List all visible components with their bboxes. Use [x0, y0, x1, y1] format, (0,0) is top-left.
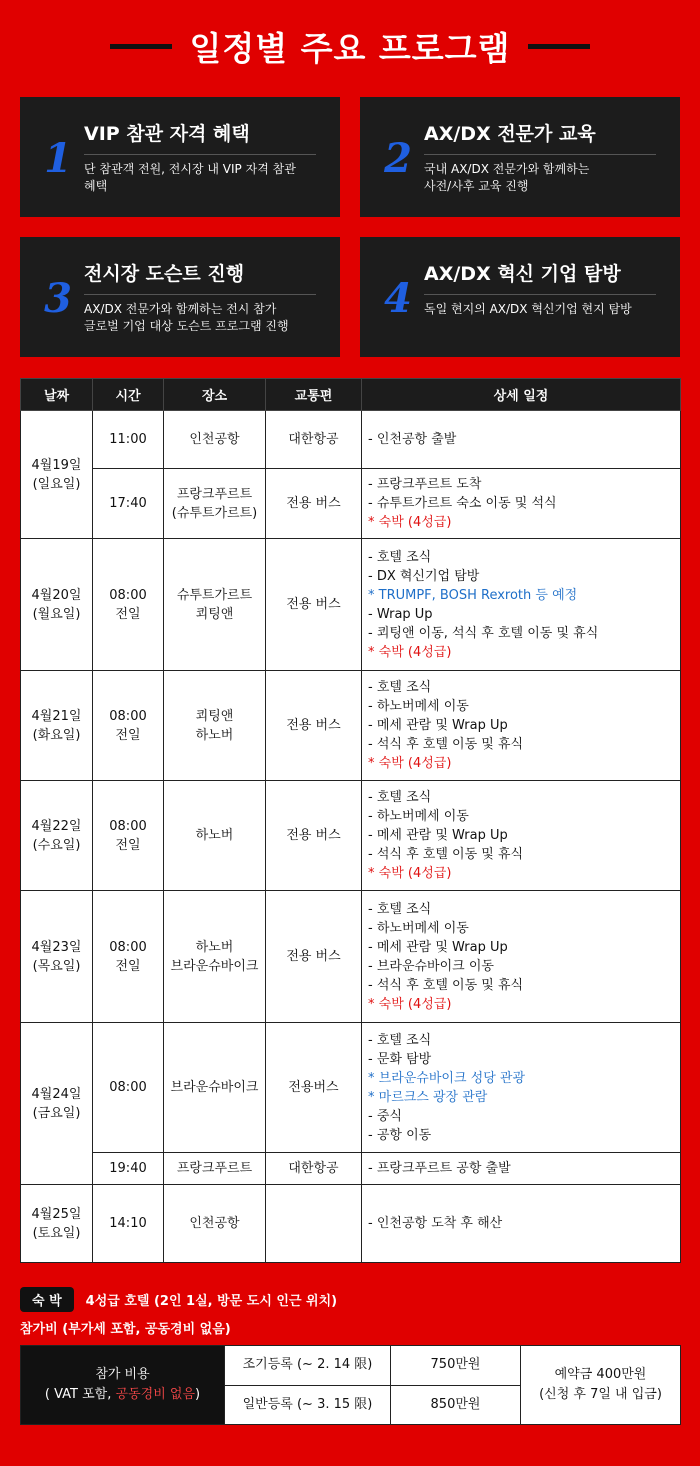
column-header-details: 상세 일정 — [362, 379, 681, 411]
date-cell — [21, 411, 93, 539]
detail-item: - 호텔 조식 — [368, 680, 432, 695]
accommodation-text: 4성급 호텔 (2인 1실, 방문 도시 인근 위치) — [85, 1294, 338, 1309]
column-header-transport: 교통편 — [266, 379, 362, 411]
time-cell — [93, 891, 164, 1023]
schedule-row — [21, 539, 681, 671]
details-cell — [362, 539, 681, 671]
fee-label-prefix: ( VAT 포함, — [44, 1387, 116, 1402]
detail-item: - 호텔 조식 — [368, 1032, 432, 1048]
place-cell — [164, 469, 266, 539]
transport-cell: 전용 버스 — [266, 671, 362, 781]
time-line: 08:00 — [109, 708, 147, 724]
place-line: 브라운슈바이크 — [170, 1080, 259, 1095]
place-line: 쾨팅앤 — [195, 606, 234, 622]
date-line: (토요일) — [32, 1225, 81, 1241]
place-cell — [164, 1023, 266, 1153]
date-line: 4월22일 — [31, 818, 82, 834]
detail-item: - 중식 — [368, 1108, 402, 1124]
time-line: 전일 — [115, 837, 141, 853]
details-cell — [362, 1153, 681, 1185]
time-cell — [93, 1153, 164, 1185]
time-cell — [93, 469, 164, 539]
detail-item: * 숙박 (4성급) — [368, 756, 452, 771]
detail-item: - 하노버메세 이동 — [368, 809, 469, 824]
detail-item: - 브라운슈바이크 이동 — [368, 958, 494, 974]
card-desc-line: 혜택 — [84, 179, 108, 193]
detail-item: - 석식 후 호텔 이동 및 휴식 — [368, 977, 524, 993]
time-cell — [93, 539, 164, 671]
detail-item: * 숙박 (4성급) — [368, 515, 452, 530]
detail-item: - 호텔 조식 — [368, 549, 432, 565]
card-title: 전시장 도슨트 진행 — [84, 259, 316, 295]
detail-item: * 마르크스 광장 관람 — [368, 1089, 488, 1105]
program-card-1 — [20, 97, 340, 217]
place-line: 브라운슈바이크 — [170, 958, 259, 974]
schedule-body — [21, 411, 681, 1263]
column-header-time: 시간 — [93, 379, 164, 411]
early-registration-label: 조기등록 (~ 2. 14 限) — [225, 1346, 391, 1386]
card-desc-line: 단 참관객 전원, 전시장 내 VIP 자격 참관 — [84, 162, 296, 176]
date-cell — [21, 539, 93, 671]
transport-cell: 전용 버스 — [266, 781, 362, 891]
fee-title: 참가비 (부가세 포함, 공동경비 없음) — [20, 1322, 231, 1337]
card-title: AX/DX 혁신 기업 탐방 — [424, 259, 656, 295]
place-cell — [164, 539, 266, 671]
date-cell — [21, 1023, 93, 1185]
details-cell — [362, 781, 681, 891]
time-cell — [93, 411, 164, 469]
time-line: 08:00 — [109, 1080, 147, 1095]
schedule-row — [21, 411, 681, 469]
transport-cell: 대한항공 — [266, 411, 362, 469]
program-card-3 — [20, 237, 340, 357]
page-title: 일정별 주요 프로그램 — [189, 28, 511, 68]
schedule-row — [21, 891, 681, 1023]
card-desc-line: 독일 현지의 AX/DX 혁신기업 현지 탐방 — [424, 302, 632, 316]
place-line: 하노버 — [195, 939, 234, 955]
date-line: 4월21일 — [31, 708, 82, 724]
fee-label-line2 — [21, 1385, 224, 1405]
detail-item: - 호텔 조식 — [368, 790, 432, 805]
detail-item: - 메세 관람 및 Wrap Up — [368, 718, 508, 733]
card-description — [424, 161, 666, 195]
detail-item: - 쾨팅앤 이동, 석식 후 호텔 이동 및 휴식 — [368, 625, 599, 641]
details-cell — [362, 1023, 681, 1153]
transport-cell: 대한항공 — [266, 1153, 362, 1185]
schedule-row — [21, 671, 681, 781]
fee-label-cell — [21, 1346, 225, 1425]
page-header — [0, 0, 700, 92]
card-desc-line: AX/DX 전문가와 함께하는 전시 참가 — [84, 302, 277, 316]
regular-registration-price: 850만원 — [391, 1385, 521, 1425]
transport-cell: 전용 버스 — [266, 539, 362, 671]
detail-item: - 호텔 조식 — [368, 901, 432, 917]
transport-cell — [266, 1185, 362, 1263]
time-cell — [93, 1185, 164, 1263]
place-line: 슈투트가르트 — [176, 587, 253, 603]
regular-registration-label: 일반등록 (~ 3. 15 限) — [225, 1385, 391, 1425]
transport-cell: 전용버스 — [266, 1023, 362, 1153]
card-number: 3 — [44, 275, 72, 322]
program-card-4 — [360, 237, 680, 357]
time-cell — [93, 781, 164, 891]
card-number: 2 — [384, 135, 412, 182]
card-title: VIP 참관 자격 혜택 — [84, 119, 316, 155]
transport-cell: 전용 버스 — [266, 469, 362, 539]
detail-item: * 숙박 (4성급) — [368, 644, 452, 660]
header-left-bar — [110, 44, 172, 49]
place-line: (슈투트가르트) — [171, 505, 258, 521]
details-cell — [362, 469, 681, 539]
card-description — [84, 301, 326, 335]
date-line: 4월19일 — [31, 457, 82, 473]
place-cell — [164, 781, 266, 891]
place-line: 하노버 — [195, 727, 234, 743]
date-line: (월요일) — [32, 606, 81, 622]
schedule-row — [21, 1153, 681, 1185]
schedule-row — [21, 469, 681, 539]
card-desc-line: 사전/사후 교육 진행 — [424, 179, 529, 193]
time-line: 08:00 — [109, 818, 147, 834]
detail-item: - Wrap Up — [368, 606, 433, 622]
detail-item: - 프랑크푸르트 공항 출발 — [368, 1161, 511, 1176]
detail-item: - 메세 관람 및 Wrap Up — [368, 939, 508, 955]
card-desc-line: 글로벌 기업 대상 도슨트 프로그램 진행 — [84, 319, 289, 333]
card-number: 4 — [384, 275, 412, 322]
schedule-row — [21, 1185, 681, 1263]
date-line: 4월20일 — [31, 587, 82, 603]
place-line: 프랑크푸르트 — [176, 1161, 253, 1176]
time-cell — [93, 671, 164, 781]
deposit-line2: (신청 후 7일 내 입금) — [539, 1387, 662, 1402]
card-description — [84, 161, 326, 195]
program-card-2 — [360, 97, 680, 217]
detail-item: * TRUMPF, BOSH Rexroth 등 예정 — [368, 587, 578, 603]
schedule-row — [21, 1023, 681, 1153]
detail-item: * 숙박 (4성급) — [368, 996, 452, 1012]
detail-item: - 문화 탐방 — [368, 1051, 432, 1067]
fee-row-early — [21, 1346, 681, 1386]
place-cell — [164, 1185, 266, 1263]
place-cell — [164, 1153, 266, 1185]
date-line: 4월25일 — [31, 1206, 82, 1222]
schedule-table — [20, 378, 681, 1263]
time-line: 전일 — [115, 727, 141, 743]
time-line: 전일 — [115, 606, 141, 622]
date-line: 4월23일 — [31, 939, 82, 955]
date-line: (수요일) — [32, 837, 81, 853]
detail-item: - 인천공항 도착 후 해산 — [368, 1216, 503, 1231]
fee-label-highlight: 공동경비 없음 — [115, 1387, 195, 1402]
date-line: 4월24일 — [31, 1086, 82, 1102]
time-line: 17:40 — [109, 496, 147, 511]
place-line: 하노버 — [195, 828, 234, 843]
detail-item: - 메세 관람 및 Wrap Up — [368, 828, 508, 843]
details-cell — [362, 1185, 681, 1263]
time-line: 14:10 — [109, 1216, 147, 1231]
date-cell — [21, 671, 93, 781]
accommodation-badge: 숙 박 — [20, 1287, 74, 1312]
details-cell — [362, 411, 681, 469]
detail-item: - 하노버메세 이동 — [368, 699, 469, 714]
place-line: 인천공항 — [189, 432, 240, 447]
date-cell — [21, 1185, 93, 1263]
fee-label-suffix: ) — [195, 1387, 201, 1402]
detail-item: * 브라운슈바이크 성당 관광 — [368, 1070, 526, 1086]
place-line: 인천공항 — [189, 1216, 240, 1231]
deposit-line1: 예약금 400만원 — [554, 1367, 647, 1382]
details-cell — [362, 891, 681, 1023]
time-line: 11:00 — [109, 432, 147, 447]
detail-item: - 석식 후 호텔 이동 및 휴식 — [368, 847, 524, 862]
column-header-place: 장소 — [164, 379, 266, 411]
detail-item: - DX 혁신기업 탐방 — [368, 568, 480, 584]
fee-label-line1: 참가 비용 — [95, 1367, 150, 1382]
column-header-date: 날짜 — [21, 379, 93, 411]
card-desc-line: 국내 AX/DX 전문가와 함께하는 — [424, 162, 590, 176]
date-cell — [21, 891, 93, 1023]
schedule-header-row — [21, 379, 681, 411]
detail-item: - 슈투트가르트 숙소 이동 및 석식 — [368, 496, 557, 511]
early-registration-price: 750만원 — [391, 1346, 521, 1386]
place-cell — [164, 891, 266, 1023]
place-line: 프랑크푸르트 — [176, 486, 253, 502]
deposit-cell — [521, 1346, 681, 1425]
date-line: (일요일) — [32, 476, 81, 492]
time-line: 19:40 — [109, 1161, 147, 1176]
detail-item: - 하노버메세 이동 — [368, 920, 469, 936]
detail-item: - 인천공항 출발 — [368, 432, 457, 447]
date-line: (금요일) — [32, 1105, 81, 1121]
date-line: (목요일) — [32, 958, 81, 974]
schedule-row — [21, 781, 681, 891]
transport-cell: 전용 버스 — [266, 891, 362, 1023]
header-right-bar — [528, 44, 590, 49]
card-description — [424, 301, 666, 318]
accommodation-info — [20, 1287, 337, 1312]
place-cell — [164, 411, 266, 469]
date-line: (화요일) — [32, 727, 81, 743]
time-line: 전일 — [115, 958, 141, 974]
detail-item: - 프랑크푸르트 도착 — [368, 477, 482, 492]
card-title: AX/DX 전문가 교육 — [424, 119, 656, 155]
place-cell — [164, 671, 266, 781]
time-line: 08:00 — [109, 587, 147, 603]
place-line: 쾨팅앤 — [195, 708, 234, 724]
time-cell — [93, 1023, 164, 1153]
detail-item: - 석식 후 호텔 이동 및 휴식 — [368, 737, 524, 752]
time-line: 08:00 — [109, 939, 147, 955]
detail-item: - 공항 이동 — [368, 1127, 432, 1143]
fee-table — [20, 1345, 681, 1425]
card-number: 1 — [44, 135, 72, 182]
date-cell — [21, 781, 93, 891]
details-cell — [362, 671, 681, 781]
detail-item: * 숙박 (4성급) — [368, 866, 452, 881]
